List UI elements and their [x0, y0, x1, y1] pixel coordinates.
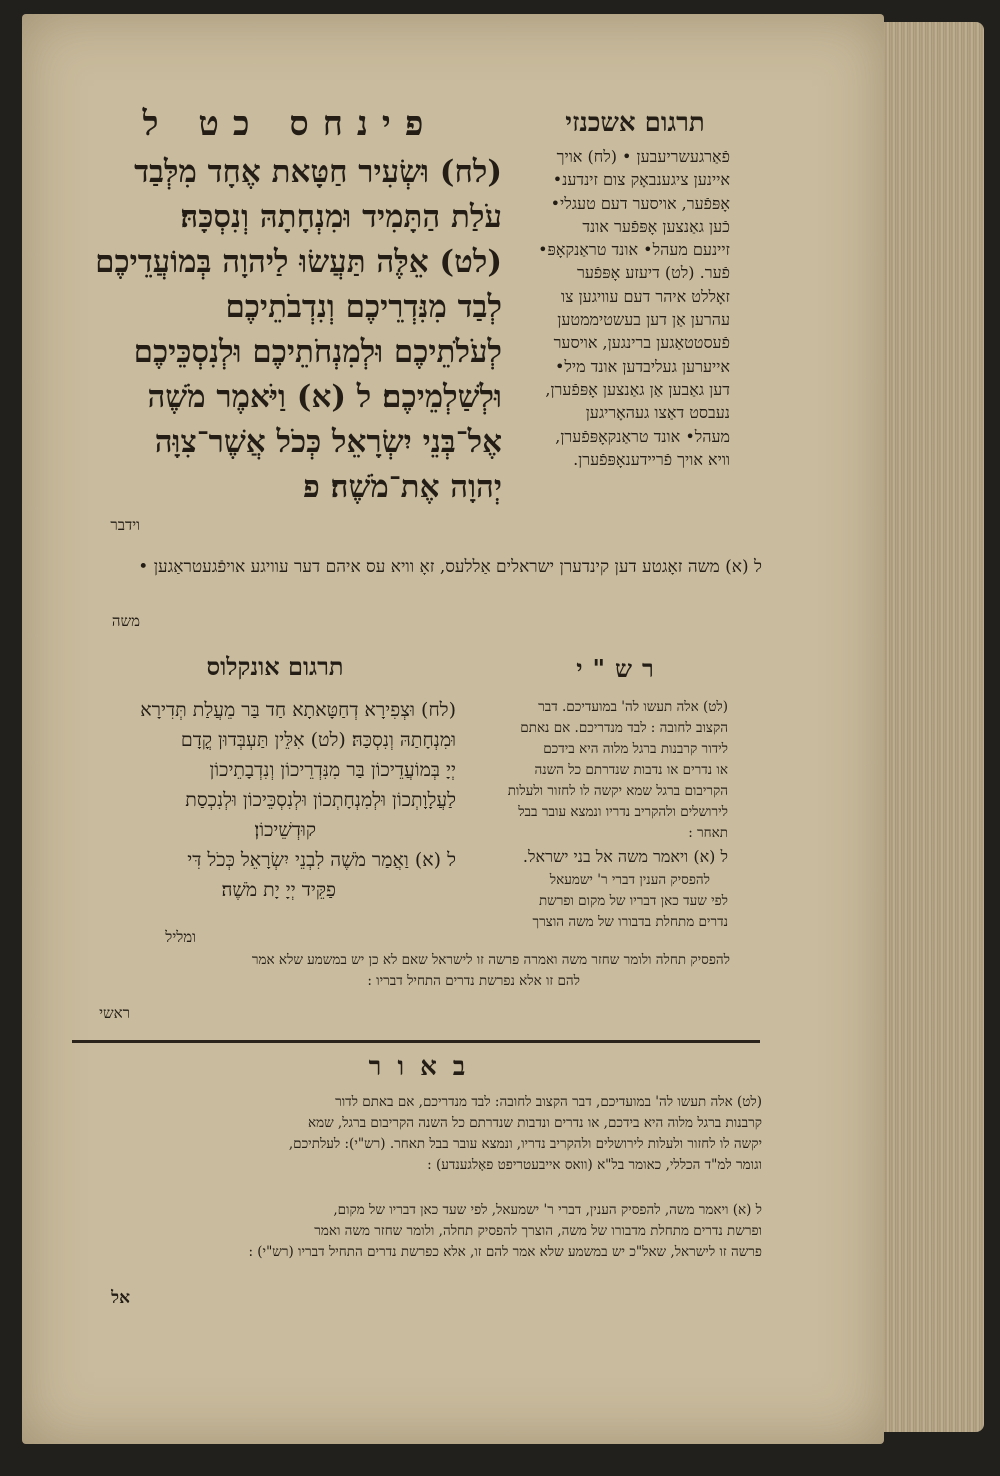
- verse-line: לְבַד מִנִּדְרֵיכֶם וְנִדְבֹתֵיכֶם: [225, 289, 502, 325]
- verse-line: אֶל־בְּנֵי יִשְׂרָאֵל כְּכֹל אֲשֶׁר־צִוָּה: [154, 424, 502, 460]
- beur-line: (לט) אלה תעשו לה' במועדיכם, דבר הקצוב לחובה: לבד מנדריכם, אם באתם לדור: [335, 1094, 762, 1110]
- beur-line: פרשה זו לישראל, שאל"כ יש במשמע שלא אמר להם זו, אלא כפרשת נדרים התחיל דבריו (רש"י) :: [248, 1244, 762, 1260]
- beur-line: קרבנות ברגל מלוה היא בידכם, או נדרים ונדבות שנדרתם כל השנה הקריבום ברגל, שמא: [307, 1115, 762, 1131]
- yiddish-line: אייערען געליבדען אונד מיל•: [554, 356, 730, 376]
- rashi-line: תאחר :: [688, 825, 728, 841]
- yiddish-catchword: משה: [111, 612, 140, 630]
- rashi-line: ל (א) ויאמר משה אל בני ישראל.: [522, 847, 728, 866]
- rashi-line: הקריבום ברגל שמא יקשה לו לחזור ולעלות: [507, 783, 728, 799]
- beur-catchword: אל: [111, 1288, 130, 1308]
- rashi-line: לפי שעד כאן דבריו של מקום ופרשת: [538, 893, 728, 909]
- yiddish-line: פֿעסטטאַגען ברינגען, אויסער: [553, 333, 730, 353]
- yiddish-line: מעהל• אונד טראַנקאָפּפֿערן,: [555, 426, 730, 446]
- yiddish-line: אָפּפֿער, אויסער דעם טעגלי•: [550, 193, 730, 213]
- yiddish-translation: [512, 145, 730, 471]
- rashi-line: הקצוב לחובה : לבד מנדריכם. אם נאתם: [520, 720, 728, 736]
- onkelos-text: [66, 695, 456, 905]
- rashi-line: נדרים מתחלת בדבורו של משה הוצרך: [532, 914, 728, 930]
- yiddish-line: דען גאַבען אַן גאַנצען אָפּפֿערן,: [545, 379, 730, 399]
- beur-line: יקשה לו לחזור ולעלות לירושלים ולהקריב נדריו, ונמצא עובר בבל תאחר. (רש"י): לעלתיכם,: [288, 1136, 762, 1152]
- beur-line: ל (א) ויאמר משה, להפסיק הענין, דברי ר' ישמעאל, לפי שעד כאן דבריו של מקום,: [333, 1202, 762, 1218]
- yiddish-line: פֿער. (לט) דיעזע אָפּפֿער: [576, 263, 730, 283]
- rashi-full-line: להם זו אלא נפרשת נדרים התחיל דבריו :: [367, 973, 580, 989]
- onkelos-line: לַעֲלָוָתְכוֹן וּלְמִנְחָתְכוֹן וּלְנִסְכֵּיכוֹן וּלְנִכְסַת: [185, 789, 456, 811]
- rashi-line: (לט) אלה תעשו לה' במועדיכם. דבר: [538, 699, 728, 715]
- header-parsha-chapter: פינחס כט ל: [142, 104, 438, 144]
- rashi-catchword: ראשי: [99, 1004, 130, 1022]
- onkelos-line: וּמִנְחָתַהּ וְנִסְכַּהּ׃ (לט) אִלֵּין תַּעְבְּדוּן קֳדָם: [180, 729, 456, 751]
- onkelos-line: ל (א) וַאֲמַר מֹשֶׁה לִבְנֵי יִשְׂרָאֵל כְּכֹל דִּי: [187, 849, 456, 871]
- verse-line: (לח) וּשְׂעִיר חַטָּאת אֶחָד מִלְּבַד: [134, 154, 502, 190]
- onkelos-line: קוּדְשֵׁיכוֹן׃: [254, 819, 316, 841]
- yiddish-line: איינען ציגענבאָק צום זינדענ•: [552, 170, 730, 190]
- rashi-line: או נדרים או נדבות שנדרתם כל השנה: [534, 762, 728, 778]
- page-stack-edge: [884, 22, 984, 1432]
- rashi-line: לירושלים ולהקריב נדריו ונמצא עובר בבל: [518, 804, 728, 820]
- beur-line: וגומר למ"ד הכללי, כאומר בל"א (וואס אייבעטריפט פאָלגענדע) :: [427, 1157, 762, 1173]
- verse-line: וּלְשַׁלְמֵיכֶם׃ ל (א) וַיֹּאמֶר מֹשֶׁה: [147, 379, 502, 415]
- rashi-full-line: להפסיק תחלה ולומר שחזר משה ואמרה פרשה זו לישראל שאם לא כן יש במשמע שלא אמר: [251, 952, 730, 968]
- beur-line: ופרשת נדרים מתחלת מדבורו של משה, הוצרך להפסיק תחלה, ולומר שחזר משה ואמר: [314, 1223, 762, 1239]
- yiddish-line: כֿען גאַנצען אָפּפֿער אונד: [582, 216, 730, 236]
- yiddish-line: זאָללט איהר דעם עוויגען צו: [561, 286, 730, 306]
- beur-title: באור: [368, 1052, 482, 1082]
- beur-block-1: [74, 1092, 762, 1176]
- verse-line: לְעֹלֹתֵיכֶם וּלְמִנְחֹתֵיכֶם וּלְנִסְכֵּיכֶם: [133, 334, 502, 370]
- yiddish-line: נעבסט דאַצו געהאָריגען: [585, 403, 730, 423]
- verse-line: עֹלַת הַתָּמִיד וּמִנְחָתָהּ וְנִסְכָּהּ׃: [180, 199, 502, 235]
- onkelos-line: פַקֵּיד יְיָ יָת מֹשֶׁה׃: [221, 879, 336, 901]
- verse-catchword: וידבר: [110, 516, 140, 534]
- yiddish-line: פֿאַרגעשריעבען • (לח) אויך: [556, 147, 730, 166]
- rashi-full-lines: [74, 950, 730, 992]
- verse-line: יְהוָה אֶת־מֹשֶׁה׃ פ: [302, 469, 502, 505]
- yiddish-line: זיינעם מעהל• אונד טראַנקאָפּ•: [538, 240, 730, 260]
- header-targum-ashkenazi: תרגום אשכנזי: [565, 108, 705, 138]
- verse-line: (לט) אֵלֶּה תַּעֲשׂוּ לַיהוָה בְּמוֹעֲדֵיכֶם: [95, 244, 502, 280]
- rashi-line: לידור קרבנות ברגל מלוה היא בידכם: [543, 741, 728, 757]
- onkelos-title: תרגום אונקלוס: [206, 652, 344, 681]
- onkelos-line: (לח) וּצְפִירָא דְחַטָּאתָא חַד בַּר מֵעֲלַת תְּדִירָא: [140, 699, 456, 721]
- onkelos-catchword: ומליל: [165, 928, 196, 946]
- yiddish-line: עהרען אַן דען בעשטיממטען: [557, 310, 730, 330]
- section-divider: [72, 1040, 760, 1043]
- rashi-title: רש"י: [576, 654, 664, 683]
- yiddish-full-line: ל (א) משה זאָגטע דען קינדערן ישראלים אַללעס, זאָ וויא עס איהם דער עוויגע אויפֿגעטראַגען •: [138, 557, 762, 577]
- beur-block-2: [74, 1200, 762, 1263]
- yiddish-line: וויא אויך פֿריידענאָפּפֿערן.: [573, 449, 730, 469]
- rashi-line: להפסיק הענין דברי ר' ישמעאל: [549, 872, 710, 888]
- rashi-text: [460, 697, 728, 933]
- verse-text: [94, 150, 502, 510]
- onkelos-line: יְיָ בְּמוֹעֲדֵיכוֹן בַּר מִנִּדְרֵיכוֹן וְנִדְבָתֵיכוֹן: [209, 759, 456, 781]
